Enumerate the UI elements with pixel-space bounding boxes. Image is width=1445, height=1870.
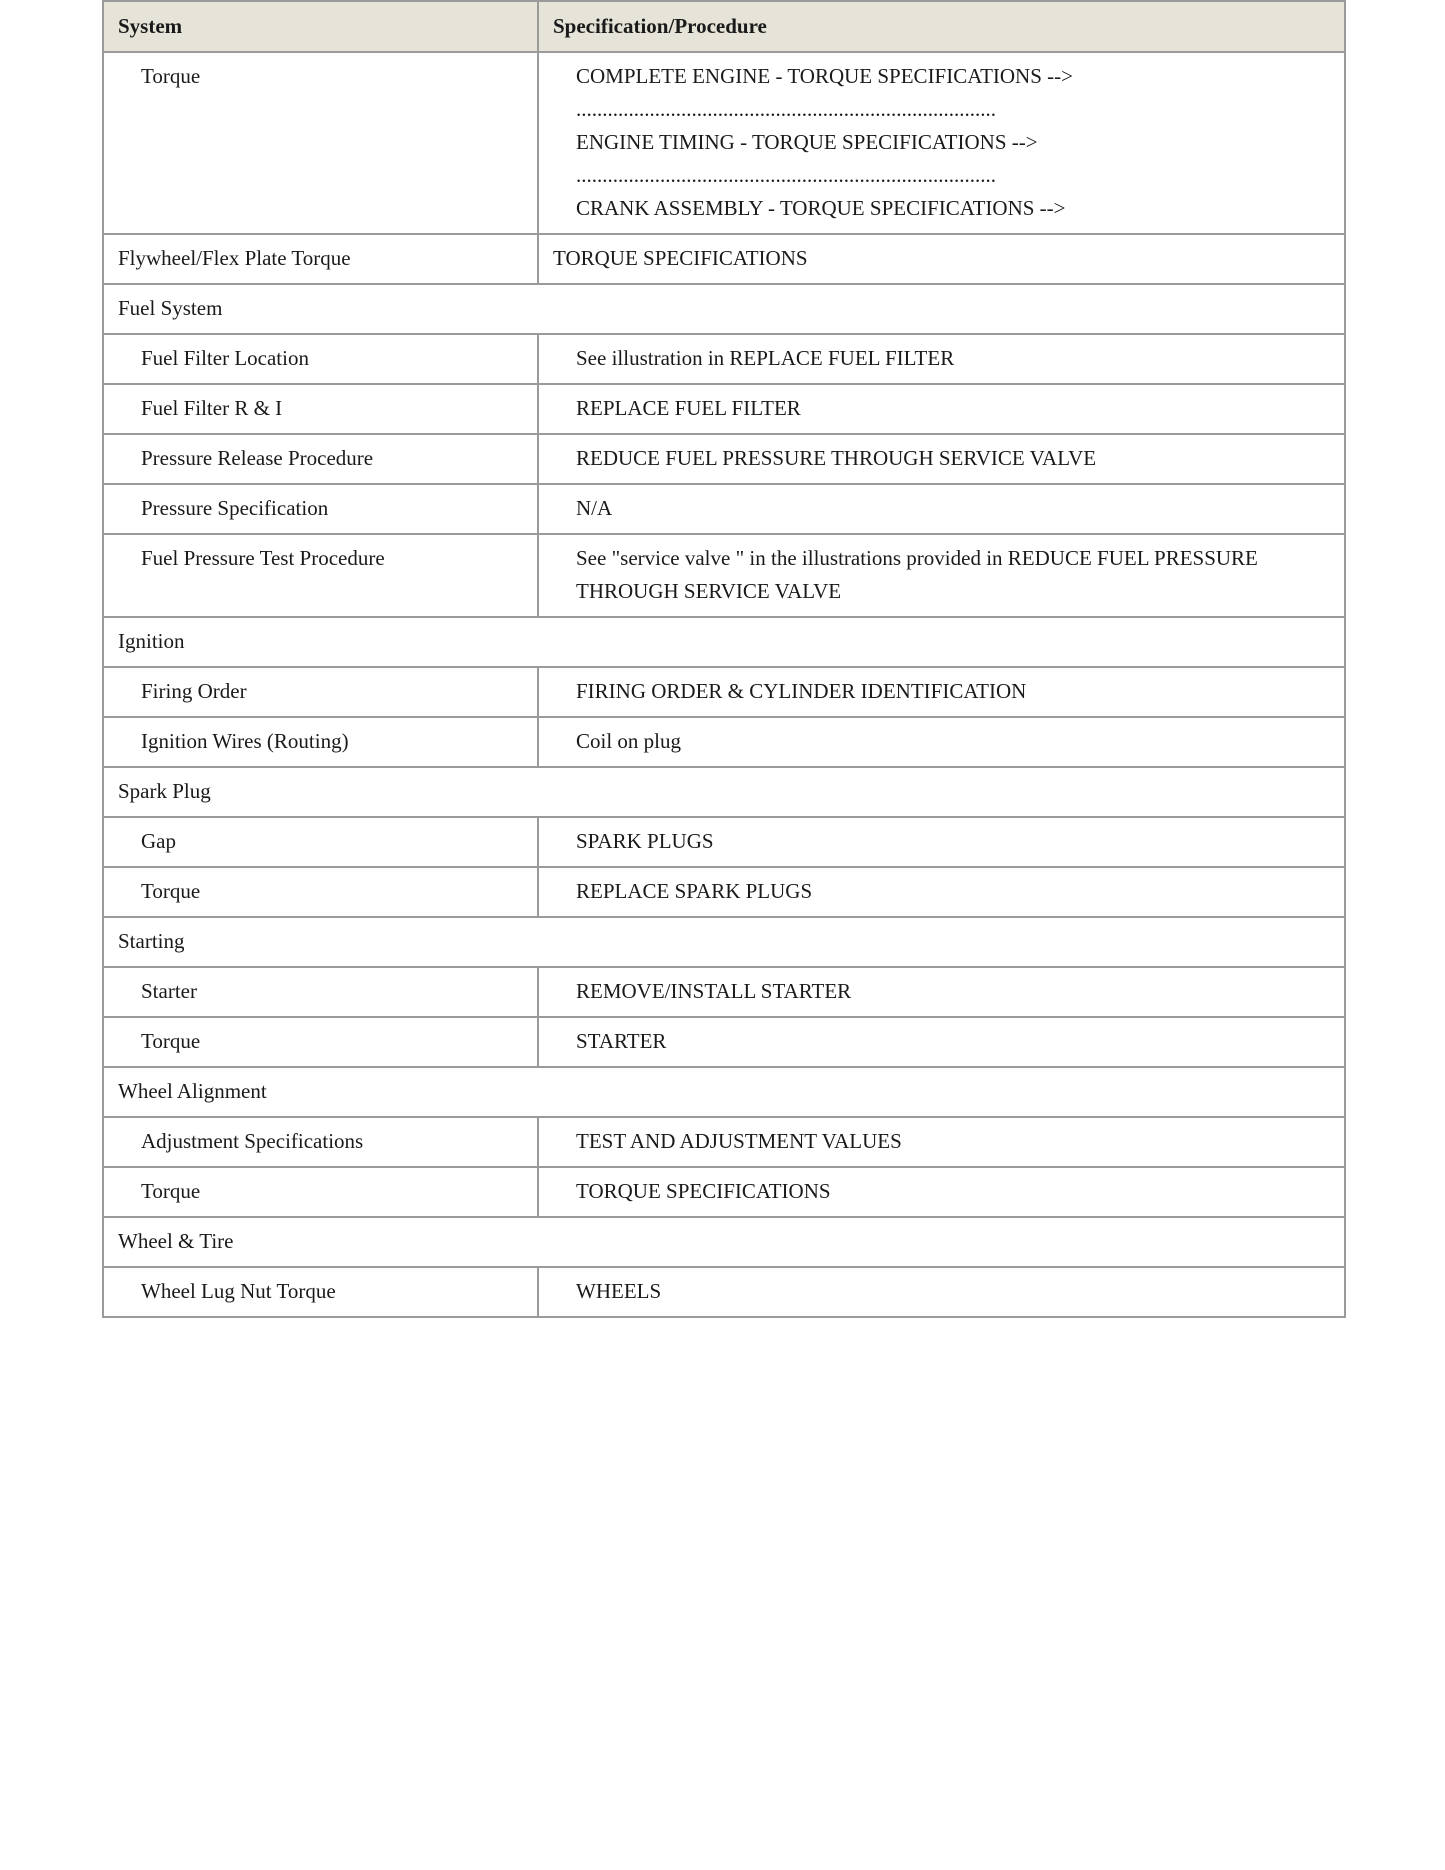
spec-cell (538, 1267, 1345, 1317)
spec-line: THROUGH SERVICE VALVE (576, 579, 842, 603)
spec-cell (538, 52, 1345, 234)
spec-line: See "service valve " in the illustrations provided in REDUCE FUEL PRESSURE (576, 546, 1258, 570)
system-cell: Gap (103, 817, 538, 867)
table-row (103, 817, 1345, 867)
spec-cell (538, 867, 1345, 917)
section-label: Wheel Alignment (103, 1067, 1345, 1117)
spec-line: CRANK ASSEMBLY - TORQUE SPECIFICATIONS --> (576, 196, 1066, 220)
table-row (103, 52, 1345, 234)
system-cell: Pressure Release Procedure (103, 434, 538, 484)
table-row (103, 234, 1345, 284)
spec-cell (538, 434, 1345, 484)
table-row (103, 434, 1345, 484)
table-row (103, 384, 1345, 434)
system-cell: Pressure Specification (103, 484, 538, 534)
system-cell: Fuel Pressure Test Procedure (103, 534, 538, 617)
header-system: System (103, 1, 538, 52)
table-row (103, 334, 1345, 384)
table-row (103, 1017, 1345, 1067)
spec-line: SPARK PLUGS (576, 829, 714, 853)
table-row (103, 534, 1345, 617)
spec-line: TEST AND ADJUSTMENT VALUES (576, 1129, 902, 1153)
spec-line: STARTER (576, 1029, 667, 1053)
system-cell: Starter (103, 967, 538, 1017)
spec-line: REDUCE FUEL PRESSURE THROUGH SERVICE VALVE (576, 446, 1097, 470)
table-body (103, 52, 1345, 1317)
spec-line: TORQUE SPECIFICATIONS (553, 246, 808, 270)
spec-line: REPLACE FUEL FILTER (576, 396, 801, 420)
section-row (103, 1217, 1345, 1267)
system-cell: Torque (103, 1167, 538, 1217)
header-spec: Specification/Procedure (538, 1, 1345, 52)
spec-line: COMPLETE ENGINE - TORQUE SPECIFICATIONS --> (576, 64, 1073, 88)
system-cell: Adjustment Specifications (103, 1117, 538, 1167)
spec-cell (538, 334, 1345, 384)
table-header (103, 1, 1345, 52)
system-cell: Firing Order (103, 667, 538, 717)
spec-line: ................................................................................ (576, 97, 996, 121)
spec-line: Coil on plug (576, 729, 682, 753)
table-row (103, 1267, 1345, 1317)
spec-line: TORQUE SPECIFICATIONS (576, 1179, 831, 1203)
section-row (103, 917, 1345, 967)
spec-line: REMOVE/INSTALL STARTER (576, 979, 852, 1003)
header-row (103, 1, 1345, 52)
section-label: Spark Plug (103, 767, 1345, 817)
system-cell: Torque (103, 52, 538, 234)
spec-cell (538, 1017, 1345, 1067)
spec-cell (538, 817, 1345, 867)
spec-cell (538, 484, 1345, 534)
section-label: Ignition (103, 617, 1345, 667)
table-row (103, 1117, 1345, 1167)
section-row (103, 1067, 1345, 1117)
spec-cell (538, 534, 1345, 617)
spec-line: WHEELS (576, 1279, 662, 1303)
spec-cell (538, 967, 1345, 1017)
spec-cell (538, 667, 1345, 717)
spec-line: REPLACE SPARK PLUGS (576, 879, 813, 903)
section-row (103, 617, 1345, 667)
section-label: Fuel System (103, 284, 1345, 334)
section-row (103, 284, 1345, 334)
table-row (103, 484, 1345, 534)
system-cell: Fuel Filter R & I (103, 384, 538, 434)
spec-line: ................................................................................ (576, 163, 996, 187)
system-cell: Wheel Lug Nut Torque (103, 1267, 538, 1317)
table-row (103, 967, 1345, 1017)
system-cell: Torque (103, 1017, 538, 1067)
system-cell: Ignition Wires (Routing) (103, 717, 538, 767)
spec-table (102, 0, 1346, 1318)
system-cell: Torque (103, 867, 538, 917)
section-row (103, 767, 1345, 817)
table-row (103, 1167, 1345, 1217)
spec-cell (538, 384, 1345, 434)
system-cell: Fuel Filter Location (103, 334, 538, 384)
spec-line: See illustration in REPLACE FUEL FILTER (576, 346, 955, 370)
spec-line: N/A (576, 496, 613, 520)
section-label: Starting (103, 917, 1345, 967)
section-label: Wheel & Tire (103, 1217, 1345, 1267)
spec-line: ENGINE TIMING - TORQUE SPECIFICATIONS --> (576, 130, 1038, 154)
table-row (103, 717, 1345, 767)
spec-cell (538, 717, 1345, 767)
spec-cell (538, 1167, 1345, 1217)
system-cell: Flywheel/Flex Plate Torque (103, 234, 538, 284)
table-row (103, 867, 1345, 917)
spec-line: FIRING ORDER & CYLINDER IDENTIFICATION (576, 679, 1027, 703)
table-row (103, 667, 1345, 717)
spec-cell (538, 1117, 1345, 1167)
spec-cell (538, 234, 1345, 284)
